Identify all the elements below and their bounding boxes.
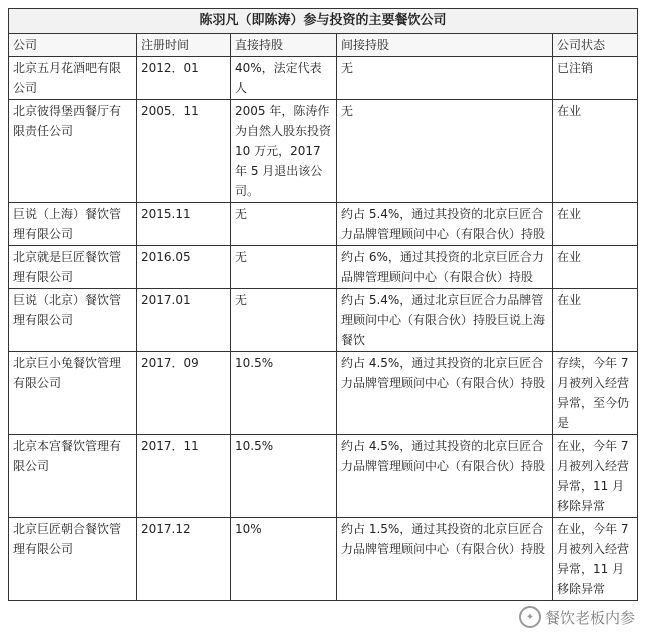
cell-reg-date: 2016.05 xyxy=(137,246,231,289)
cell-company: 北京彼得堡西餐厅有限责任公司 xyxy=(9,100,137,203)
cell-reg-date: 2005．11 xyxy=(137,100,231,203)
cell-status: 在业 xyxy=(553,203,638,246)
table-title: 陈羽凡（即陈涛）参与投资的主要餐饮公司 xyxy=(9,9,638,34)
cell-status: 在业，今年 7 月被列入经营异常，11 月移除异常 xyxy=(553,435,638,518)
cell-direct: 无 xyxy=(231,246,337,289)
cell-indirect: 约占 4.5%，通过其投资的北京巨匠合力品牌管理顾问中心（有限合伙）持股 xyxy=(337,435,553,518)
cell-reg-date: 2015.11 xyxy=(137,203,231,246)
cell-direct: 40%，法定代表人 xyxy=(231,57,337,100)
watermark-text: 餐饮老板内参 xyxy=(544,608,635,627)
cell-direct: 10% xyxy=(231,518,337,601)
header-direct: 直接持股 xyxy=(231,34,337,57)
cell-indirect: 约占 5.4%，通过北京巨匠合力品牌管理顾问中心（有限合伙）持股巨说上海餐饮 xyxy=(337,289,553,352)
wechat-icon: ✦ xyxy=(519,606,541,628)
header-status: 公司状态 xyxy=(553,34,638,57)
cell-reg-date: 2017.12 xyxy=(137,518,231,601)
table-row xyxy=(9,57,638,100)
cell-reg-date: 2012．01 xyxy=(137,57,231,100)
table-row xyxy=(9,352,638,435)
header-reg-date: 注册时间 xyxy=(137,34,231,57)
header-company: 公司 xyxy=(9,34,137,57)
cell-company: 巨说（北京）餐饮管理有限公司 xyxy=(9,289,137,352)
cell-reg-date: 2017．11 xyxy=(137,435,231,518)
table-row xyxy=(9,203,638,246)
cell-direct: 2005 年，陈涛作为自然人股东投资 10 万元，2017 年 5 月退出该公司。 xyxy=(231,100,337,203)
cell-direct: 无 xyxy=(231,289,337,352)
cell-status: 在业 xyxy=(553,100,638,203)
cell-company: 北京巨匠朝合餐饮管理有限公司 xyxy=(9,518,137,601)
cell-status: 已注销 xyxy=(553,57,638,100)
header-indirect: 间接持股 xyxy=(337,34,553,57)
cell-company: 北京就是巨匠餐饮管理有限公司 xyxy=(9,246,137,289)
cell-direct: 无 xyxy=(231,203,337,246)
table-row xyxy=(9,435,638,518)
cell-indirect: 约占 4.5%，通过其投资的北京巨匠合力品牌管理顾问中心（有限合伙）持股 xyxy=(337,352,553,435)
cell-status: 存续，今年 7 月被列入经营异常，至今仍是 xyxy=(553,352,638,435)
cell-indirect: 约占 5.4%，通过其投资的北京巨匠合力品牌管理顾问中心（有限合伙）持股 xyxy=(337,203,553,246)
table-row xyxy=(9,289,638,352)
cell-indirect: 约占 1.5%，通过其投资的北京巨匠合力品牌管理顾问中心（有限合伙）持股 xyxy=(337,518,553,601)
cell-status: 在业 xyxy=(553,289,638,352)
cell-status: 在业，今年 7 月被列入经营异常，11 月移除异常 xyxy=(553,518,638,601)
table-row xyxy=(9,100,638,203)
investment-table xyxy=(8,8,638,601)
header-row xyxy=(9,34,638,57)
table-row xyxy=(9,246,638,289)
cell-direct: 10.5% xyxy=(231,435,337,518)
cell-indirect: 无 xyxy=(337,57,553,100)
watermark xyxy=(519,606,635,628)
cell-status: 在业 xyxy=(553,246,638,289)
cell-indirect: 无 xyxy=(337,100,553,203)
cell-direct: 10.5% xyxy=(231,352,337,435)
cell-indirect: 约占 6%，通过其投资的北京巨匠合力品牌管理顾问中心（有限合伙）持股 xyxy=(337,246,553,289)
cell-company: 北京巨小兔餐饮管理有限公司 xyxy=(9,352,137,435)
cell-reg-date: 2017.01 xyxy=(137,289,231,352)
cell-company: 北京五月花酒吧有限公司 xyxy=(9,57,137,100)
cell-reg-date: 2017．09 xyxy=(137,352,231,435)
cell-company: 北京本宫餐饮管理有限公司 xyxy=(9,435,137,518)
table-row xyxy=(9,518,638,601)
cell-company: 巨说（上海）餐饮管理有限公司 xyxy=(9,203,137,246)
